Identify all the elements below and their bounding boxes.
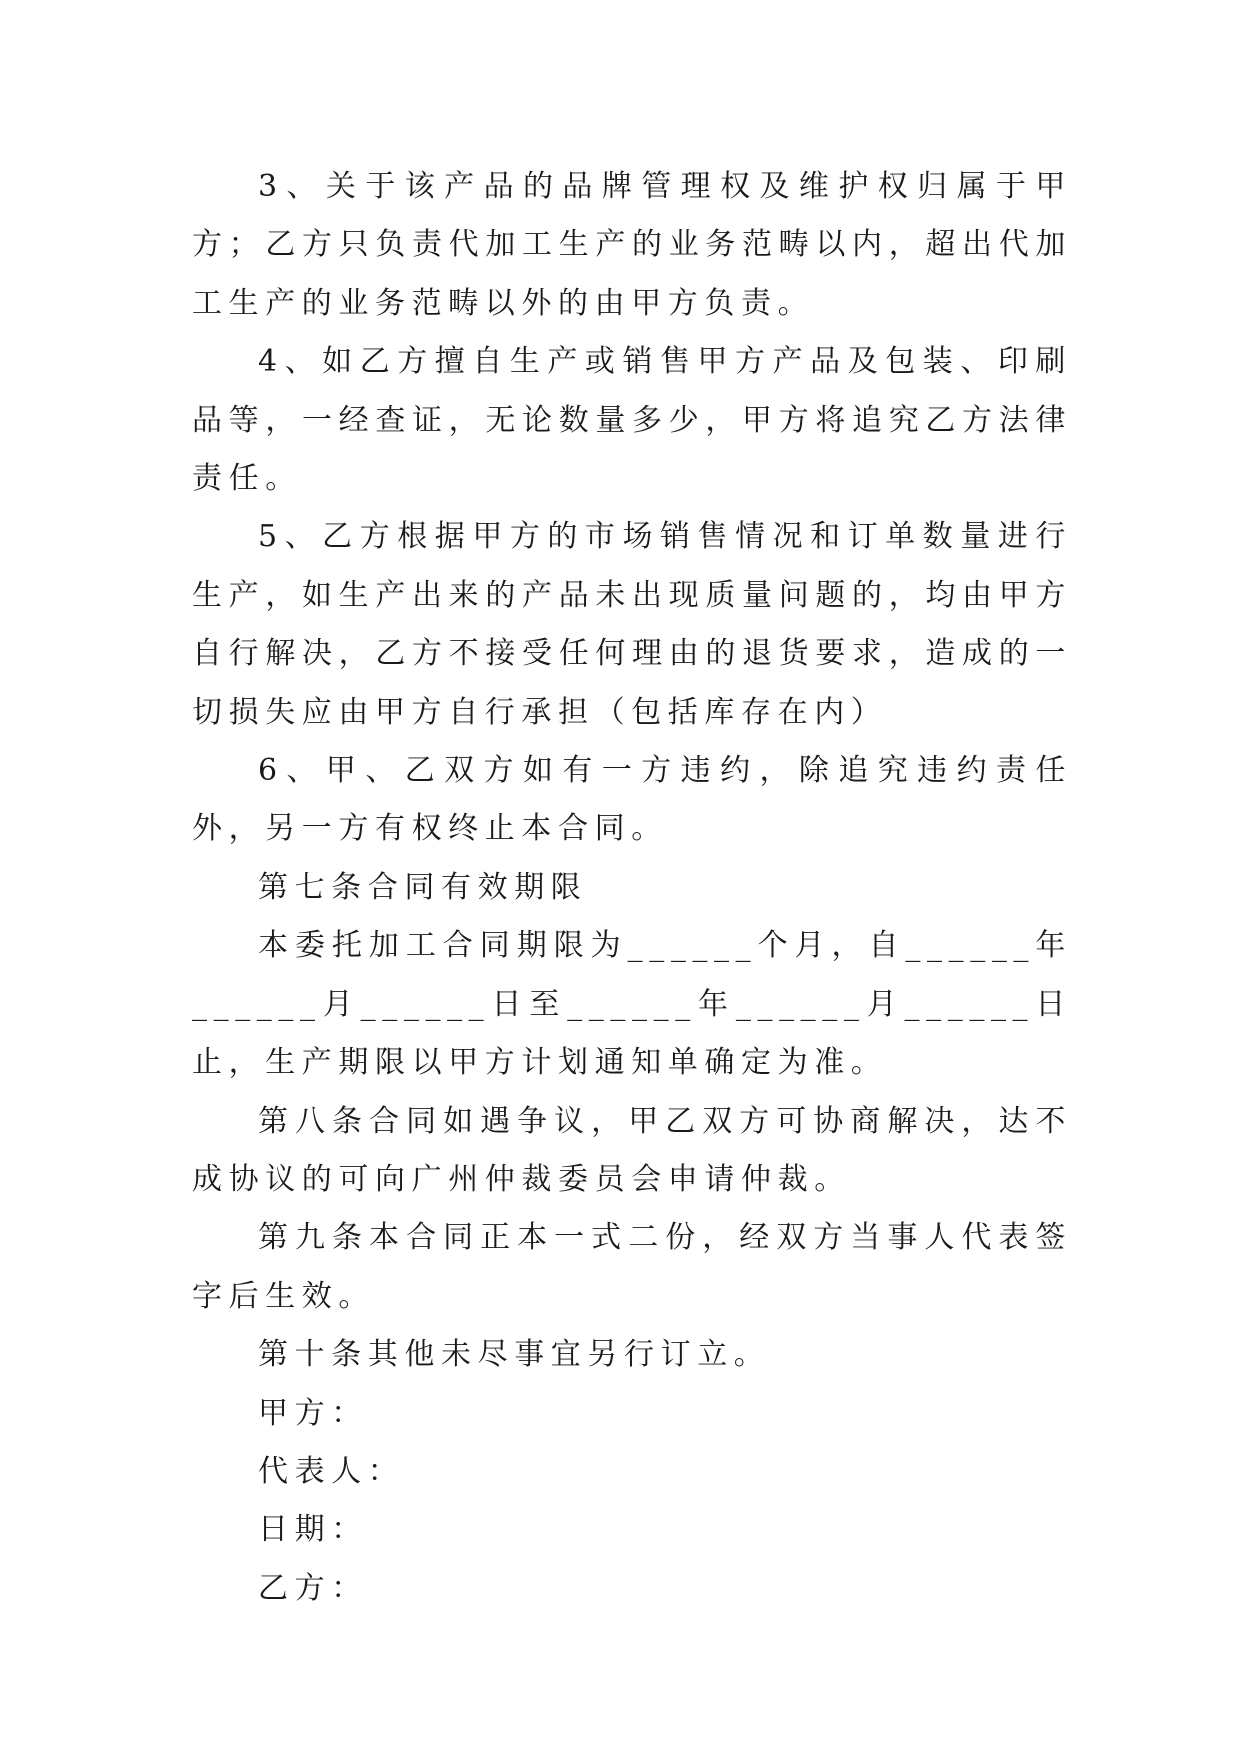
- representative-label: 代表人：: [258, 1453, 405, 1489]
- clause-4: 4、如乙方擅自生产或销售甲方产品及包装、印刷品等，一经查证，无论数量多少，甲方将追究乙方法律责任。: [192, 344, 1072, 497]
- date-label: 日期：: [258, 1512, 368, 1548]
- clause-6: 6、甲、乙双方如有一方违约，除追究违约责任外，另一方有权终止本合同。: [192, 753, 1072, 847]
- party-b-label: 乙方：: [258, 1570, 368, 1606]
- party-a-label: 甲方：: [258, 1395, 368, 1431]
- article-9: 第九条本合同正本一式二份，经双方当事人代表签字后生效。: [192, 1220, 1072, 1314]
- document-page: [192, 158, 1072, 1618]
- article-8: 第八条合同如遇争议，甲乙双方可协商解决，达不成协议的可向广州仲裁委员会申请仲裁。: [192, 1103, 1072, 1197]
- article-7-body: 本委托加工合同期限为______个月，自______年______月______日至______年______月______日止，生产期限以甲方计划通知单确定为准。: [192, 928, 1072, 1081]
- clause-3: 3、关于该产品的品牌管理权及维护权归属于甲方；乙方只负责代加工生产的业务范畴以内，超出代加工生产的业务范畴以外的由甲方负责。: [192, 169, 1072, 321]
- article-7-heading: 第七条合同有效期限: [258, 869, 588, 905]
- article-10: 第十条其他未尽事宜另行订立。: [258, 1337, 771, 1373]
- clause-5: 5、乙方根据甲方的市场销售情况和订单数量进行生产，如生产出来的产品未出现质量问题的，均由甲方自行解决，乙方不接受任何理由的退货要求，造成的一切损失应由甲方自行承担（包括库存在内）: [192, 519, 1072, 730]
